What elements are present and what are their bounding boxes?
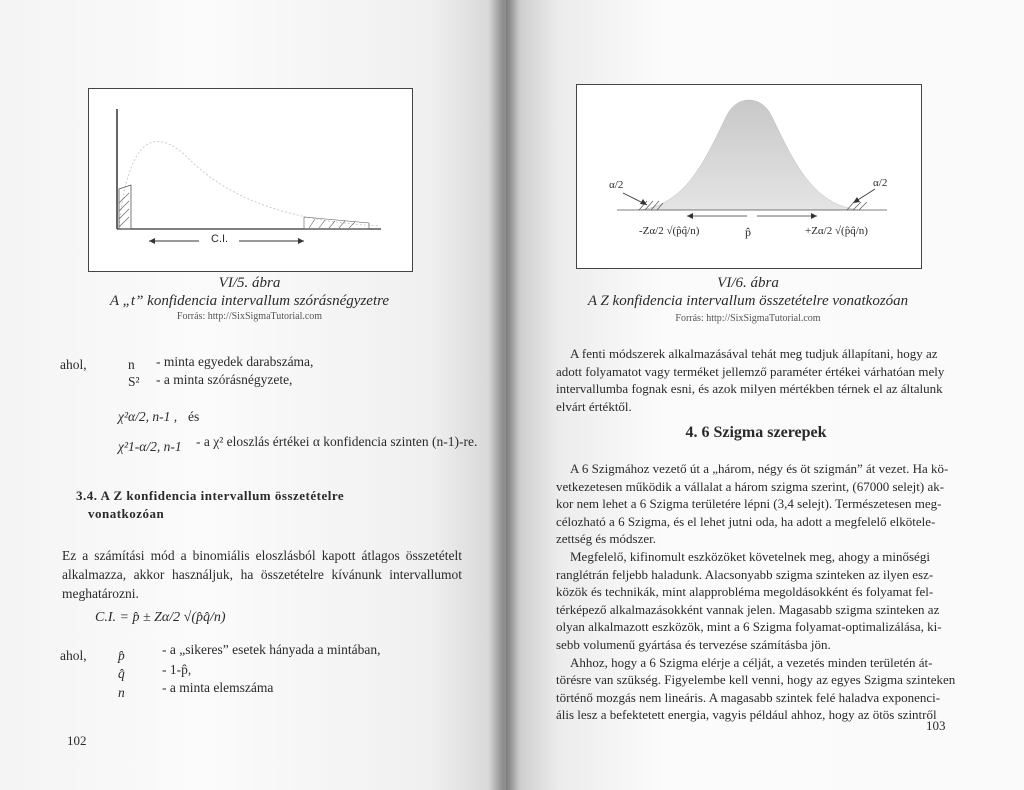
body-line: célozható a 6 Szigma, és el lehet jutni oda, ha adott a megfelelő elkötele- [556, 513, 936, 529]
left-paragraph: Ez a számítási mód a binomiális eloszlásból kapott átlagos összetételt alkalmazza, akkor használjuk, ha összetételre kívánunk intervallumot meghatározni. [62, 548, 462, 601]
left-figure-subtitle: A „t” konfidencia intervallum szórásnégyzetre [109, 293, 390, 309]
body-line: történő mozgás nem lineáris. A magasabb szintek felé haladva exponenci- [556, 689, 941, 705]
p-hat-label: p̂ [745, 225, 751, 239]
def-n2-symbol: n [118, 685, 125, 700]
z-distribution-figure [577, 85, 921, 268]
right-figure-title: VI/6. ábra [717, 275, 779, 291]
right-figure-source: Forrás: http://SixSigmaTutorial.com [675, 313, 821, 324]
section-title: 4. 6 Szigma szerepek [685, 424, 827, 441]
body-line: Ahhoz, hogy a 6 Szigma elérje a célját, a vezetés minden területén át- [570, 654, 933, 670]
body-line: ális lesz a befektetett energia, vagyis például ahhoz, hogy az ötös szintről [556, 707, 937, 723]
body-line: sebb volumenű gyártása és tervezése számításba jön. [556, 636, 831, 652]
right-figure-subtitle: A Z konfidencia intervallum összetételre vonatkozóan [587, 293, 909, 309]
right-figure-frame [576, 84, 922, 269]
intro-paragraph [556, 345, 956, 415]
def-chi-desc: - a χ² eloszlás értékei α konfidencia szinten (n-1)-re. [196, 434, 478, 449]
body-line: közök és technikák, mint alapprobléma megoldásokként és folyamat fel- [556, 584, 934, 600]
def-q-symbol: q̂ [118, 666, 125, 681]
left-figure-frame [88, 88, 413, 272]
left-figure-source: Forrás: http://SixSigmaTutorial.com [176, 311, 323, 322]
section-heading-line1: 3.4. A Z konfidencia intervallum összetételre [76, 488, 345, 503]
body-line: olyan alkalmazott eszközök, mint a 6 Szigma folyamat-optimalizálása, ki- [556, 619, 942, 635]
defs-ahol: ahol, [60, 357, 87, 372]
def-es: és [188, 409, 200, 424]
plus-z-label: +Zα/2 √(p̂q̂/n) [805, 225, 868, 237]
intro-line: A fenti módszerek alkalmazásával tehát meg tudjuk állapítani, hogy az [570, 346, 938, 361]
page-number-left: 102 [67, 733, 87, 748]
intro-line: elvárt értéktől. [556, 398, 632, 414]
body-line: kor nem lehet a 6 Szigma területére lépni (3,4 selejt). Természetesen meg- [556, 496, 942, 512]
body-line: ranglétrán feljebb haladunk. Alacsonyabb szigma szinteken az ilyen esz- [556, 566, 934, 582]
t-distribution-figure [89, 89, 412, 271]
def-q-desc: - 1-p̂, [162, 662, 192, 677]
section-heading-line2: vonatkozóan [88, 506, 165, 521]
def-s-desc: - a minta szórásnégyzete, [156, 372, 293, 387]
right-page [506, 0, 1024, 790]
body-line: törésre van szükség. Figyelembe kell venni, hogy az egyes Szigma szinteken [556, 672, 956, 688]
def-n-symbol: n [128, 357, 135, 372]
def-n-desc: - minta egyedek darabszáma, [156, 354, 314, 369]
alpha-left-label: α/2 [609, 179, 624, 191]
body-text [556, 460, 956, 724]
intro-line: intervallumba fognak esni, és azok milyen mértékben térnek el az általunk [556, 381, 943, 397]
body-line: A 6 Szigmához vezető út a „három, négy és öt szigmán” át vezet. Ha kö- [570, 461, 949, 476]
minus-z-label: -Zα/2 √(p̂q̂/n) [639, 225, 700, 237]
page-number-right: 103 [926, 718, 946, 733]
def-chi2: χ²1-α/2, n-1 [118, 439, 182, 454]
def-n2-desc: - a minta elemszáma [162, 680, 274, 695]
left-figure-title: VI/5. ábra [218, 275, 281, 291]
def-chi1: χ²α/2, n-1 , [118, 409, 178, 424]
book-gutter [488, 0, 518, 790]
alpha-right-label: α/2 [873, 177, 888, 189]
body-line: térképező alkalmazásokként vannak jelen. Magasabb szigma szinteken az [556, 601, 940, 617]
intro-line: adott folyamatot vagy terméket jellemző paraméter értékei várhatóan mely [556, 363, 945, 379]
body-line: vetkezetesen működik a vállalat a három szigma szerint, (67000 selejt) ak- [556, 478, 945, 494]
ci-formula: C.I. = p̂ ± Zα/2 √(p̂q̂/n) [95, 610, 226, 625]
ci-label: C.I. [211, 233, 229, 245]
body-line: Megfelelő, kifinomult eszközöket követelnek meg, ahogy a minőségi [570, 548, 930, 564]
body-line: zettség és módszer. [556, 531, 656, 547]
def-s-symbol: S² [128, 374, 140, 389]
def-p-symbol: p̂ [118, 648, 125, 663]
defs2-ahol: ahol, [60, 648, 87, 663]
left-page [0, 0, 506, 790]
def-p-desc: - a „sikeres” esetek hányada a mintában, [162, 642, 381, 657]
